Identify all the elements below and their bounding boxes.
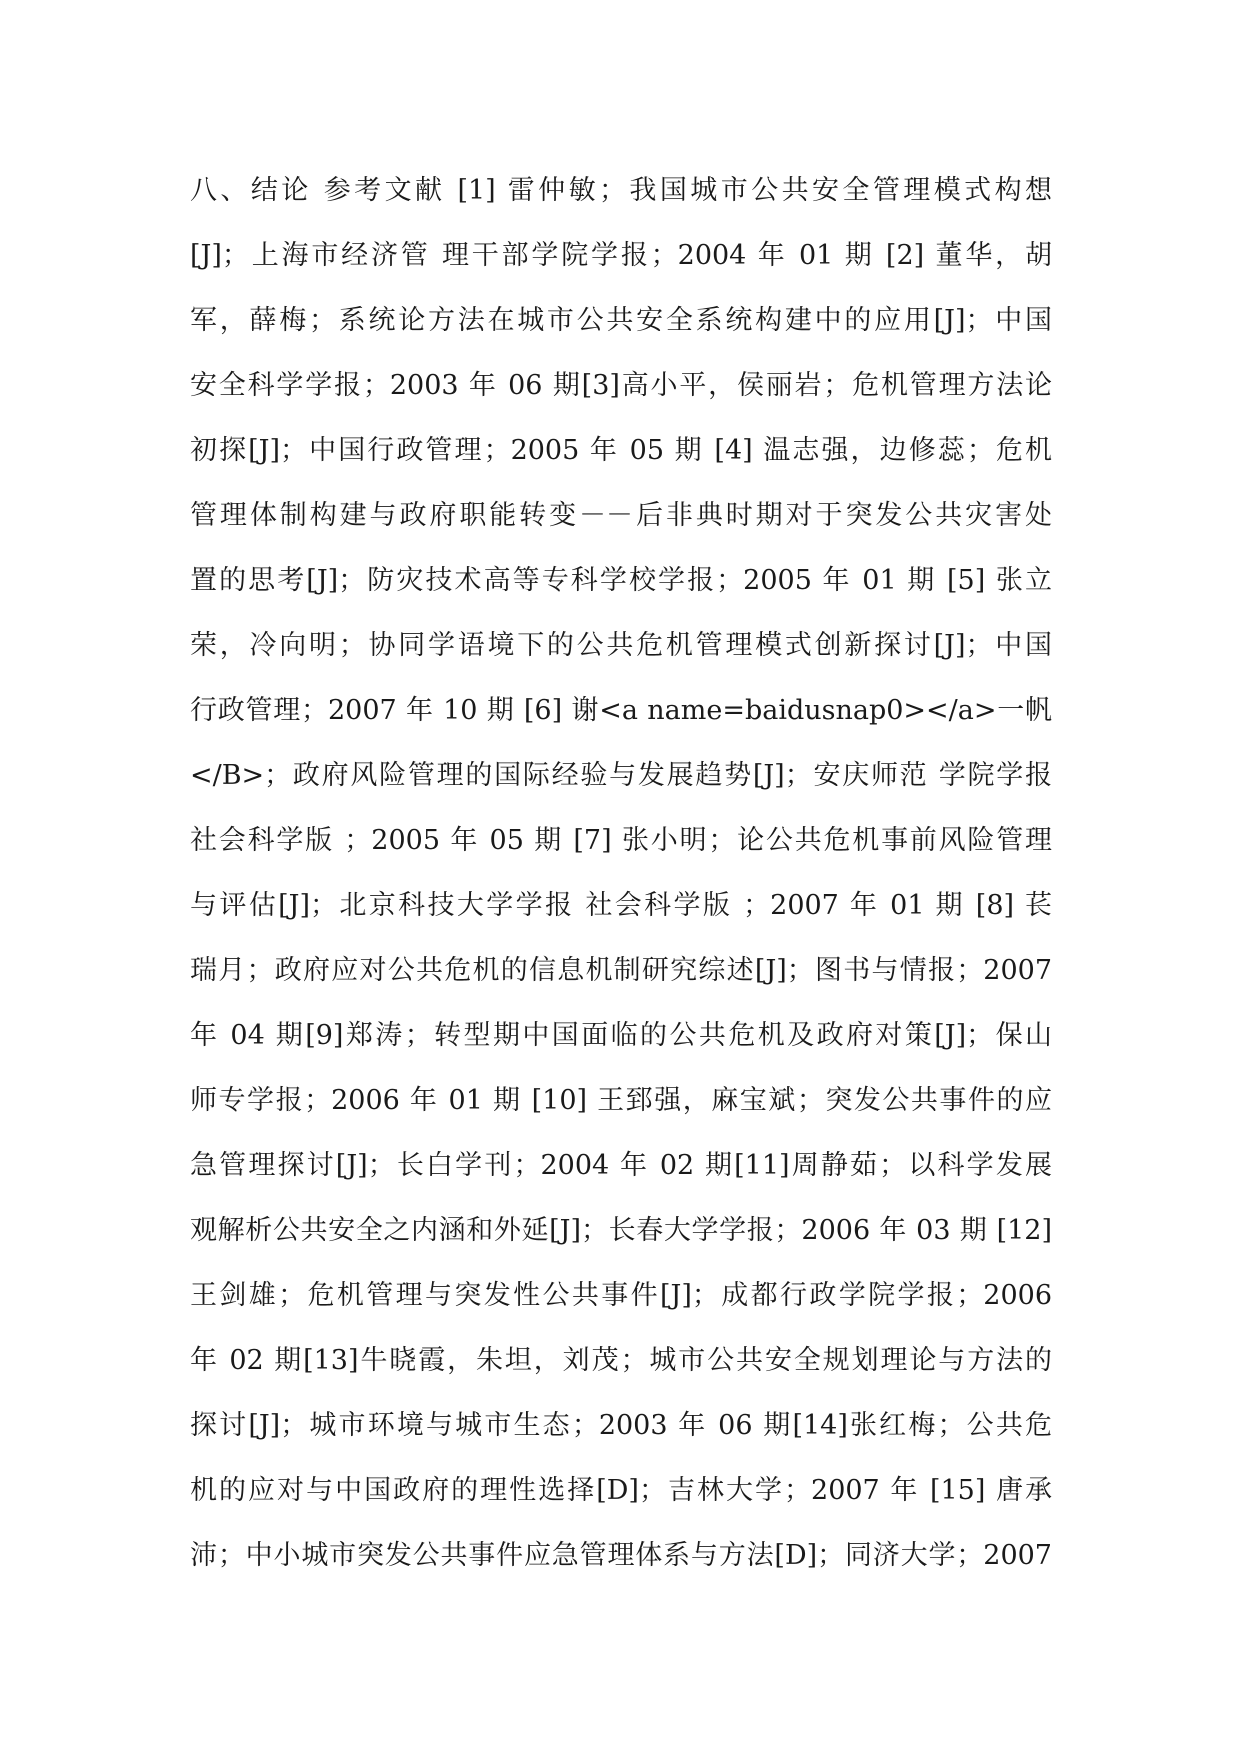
text-line: 荣，冷向明；协同学语境下的公共危机管理模式创新探讨[J]；中国	[190, 630, 1052, 661]
text-line: 八、结论 参考文献 [1] 雷仲敏；我国城市公共安全管理模式构想	[190, 175, 1052, 206]
text-line: 置的思考[J]；防灾技术高等专科学校学报；2005 年 01 期 [5] 张立	[190, 565, 1052, 596]
text-line: 年 04 期[9]郑涛；转型期中国面临的公共危机及政府对策[J]；保山	[190, 1020, 1052, 1051]
text-line: 初探[J]；中国行政管理；2005 年 05 期 [4] 温志强，边修蕊；危机	[190, 435, 1052, 466]
references-text-block	[190, 158, 1052, 1588]
text-line: 社会科学版 ；2005 年 05 期 [7] 张小明；论公共危机事前风险管理	[190, 825, 1052, 856]
text-line: 年 02 期[13]牛晓霞，朱坦，刘茂；城市公共安全规划理论与方法的	[190, 1345, 1052, 1376]
text-line: 沛；中小城市突发公共事件应急管理体系与方法[D]；同济大学；2007	[190, 1540, 1052, 1571]
text-line: 探讨[J]；城市环境与城市生态；2003 年 06 期[14]张红梅；公共危	[190, 1410, 1052, 1441]
text-line: 军，薛梅；系统论方法在城市公共安全系统构建中的应用[J]；中国	[190, 305, 1052, 336]
text-line: [J]；上海市经济管 理干部学院学报；2004 年 01 期 [2] 董华，胡	[190, 240, 1052, 271]
text-line: 急管理探讨[J]；长白学刊；2004 年 02 期[11]周静茹；以科学发展	[190, 1150, 1052, 1181]
text-line: 瑞月；政府应对公共危机的信息机制研究综述[J]；图书与情报；2007	[190, 955, 1052, 986]
text-line: 与评估[J]；北京科技大学学报 社会科学版 ；2007 年 01 期 [8] 苌	[190, 890, 1052, 921]
text-line: 行政管理；2007 年 10 期 [6] 谢<a name=baidusnap0></a>一帆	[190, 695, 1052, 726]
text-line: 师专学报；2006 年 01 期 [10] 王郅强，麻宝斌；突发公共事件的应	[190, 1085, 1052, 1116]
text-line: 管理体制构建与政府职能转变－－后非典时期对于突发公共灾害处	[190, 500, 1052, 531]
text-line: 机的应对与中国政府的理性选择[D]；吉林大学；2007 年 [15] 唐承	[190, 1475, 1052, 1506]
text-line: 安全科学学报；2003 年 06 期[3]高小平，侯丽岩；危机管理方法论	[190, 370, 1052, 401]
text-line: 观解析公共安全之内涵和外延[J]；长春大学学报；2006 年 03 期 [12]	[190, 1215, 1052, 1246]
text-line: </B>；政府风险管理的国际经验与发展趋势[J]；安庆师范 学院学报	[190, 760, 1052, 791]
text-line: 王剑雄；危机管理与突发性公共事件[J]；成都行政学院学报；2006	[190, 1280, 1052, 1311]
